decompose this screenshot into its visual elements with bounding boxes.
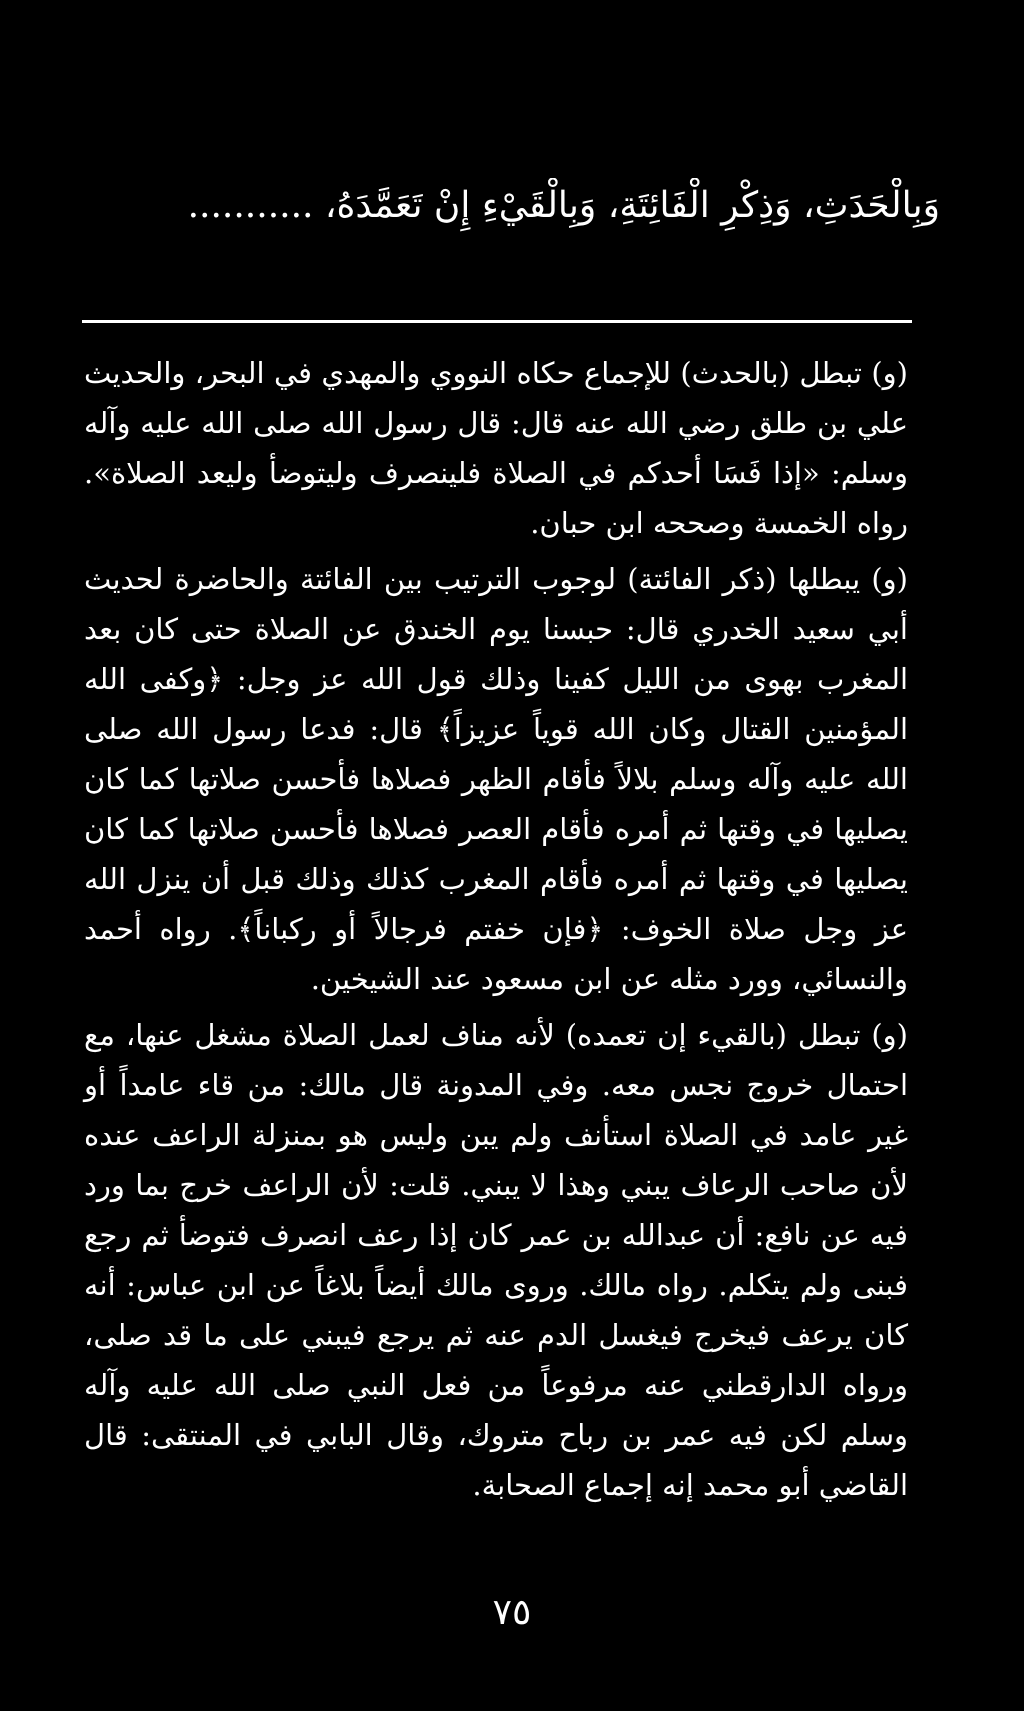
commentary-paragraph-faitah: (و) يبطلها (ذكر الفائتة) لوجوب الترتيب بين الفائتة والحاضرة لحديث أبي سعيد الخدري قال: حبسنا يوم الخندق عن الصلاة حتى كان بعد المغرب بهوى من الليل كفينا وذلك قول الله عز وجل: ﴿وكفى الله المؤمنين القتال وكان الله قوياً عزيزاً﴾ قال: فدعا رسول الله صلى الله عليه وآله وسلم بلالاً فأقام الظهر فصلاها فأحسن صلاتها كما كان يصليها في وقتها ثم أمره فأقام العصر فصلاها فأحسن صلاتها كما كان يصليها في وقتها ثم أمره فأقام المغرب كذلك وذلك قبل أن ينزل الله عز وجل صلاة الخوف: ﴿فإن خفتم فرجالاً أو ركباناً﴾. رواه أحمد والنسائي، وورد مثله عن ابن مسعود عند الشيخين. — [84, 562, 908, 996]
page-number: ٧٥ — [492, 1592, 532, 1633]
separator-rule — [82, 320, 912, 323]
commentary-text — [84, 348, 908, 1516]
commentary-paragraph-qay: (و) تبطل (بالقيء إن تعمده) لأنه مناف لعمل الصلاة مشغل عنها، مع احتمال خروج نجس معه. وفي المدونة قال مالك: من قاء عامداً أو غير عامد في الصلاة استأنف ولم يبن وليس هو بمنزلة الراعف عنده لأن صاحب الرعاف يبني وهذا لا يبني. قلت: لأن الراعف خرج بما ورد فيه عن نافع: أن عبدالله بن عمر كان إذا رعف انصرف فتوضأ ثم رجع فبنى ولم يتكلم. رواه مالك. وروى مالك أيضاً بلاغاً عن ابن عباس: أنه كان يرعف فيخرج فيغسل الدم عنه ثم يرجع فيبني على ما قد صلى، ورواه الدارقطني عنه مرفوعاً من فعل النبي صلى الله عليه وآله وسلم لكن فيه عمر بن رباح متروك، وقال البابي في المنتقى: قال القاضي أبو محمد إنه إجماع الصحابة. — [84, 1018, 908, 1502]
matn-line: وَبِالْحَدَثِ، وَذِكْرِ الْفَائِتَةِ، وَبِالْقَيْءِ إِنْ تَعَمَّدَهُ، ........... — [187, 185, 940, 226]
commentary-paragraph-hadath: (و) تبطل (بالحدث) للإجماع حكاه النووي والمهدي في البحر، والحديث علي بن طلق رضي الله عنه قال: قال رسول الله صلى الله عليه وآله وسلم: «إذا فَسَا أحدكم في الصلاة فلينصرف وليتوضأ وليعد الصلاة». رواه الخمسة وصححه ابن حبان. — [84, 356, 908, 540]
